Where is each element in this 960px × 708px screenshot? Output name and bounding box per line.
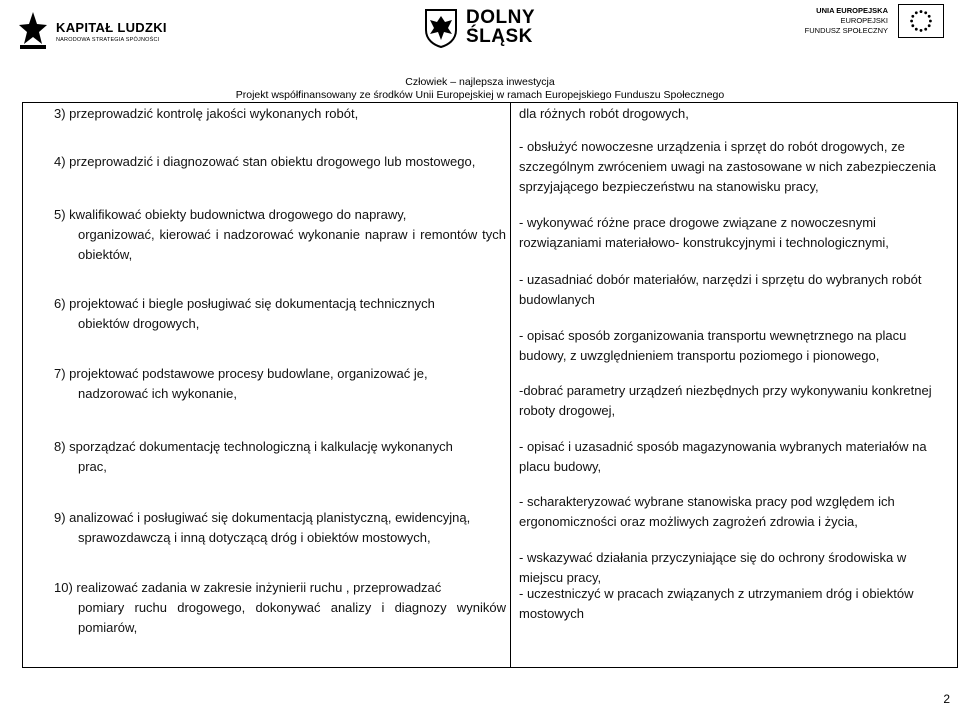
project-cofinancing-note: Projekt współfinansowany ze środków Unii Europejskiej w ramach Europejskiego Funduszu Społecznego [235, 89, 725, 101]
left-item-first-line: 7) projektować podstawowe procesy budowlane, organizować je, [54, 366, 428, 381]
dolny-slask-logo [424, 8, 544, 52]
table-column-divider [510, 102, 511, 668]
left-item-first-line: 5) kwalifikować obiekty budownictwa drogowego do naprawy, [54, 207, 407, 222]
left-list-item [54, 104, 506, 124]
left-item-first-line: 8) sporządzać dokumentację technologiczną i kalkulację wykonanych [54, 439, 453, 454]
left-item-continuation: prac, [78, 459, 107, 474]
eu-logo-text [805, 6, 888, 36]
eu-flag-icon [898, 4, 944, 38]
dolny-slask-line1: DOLNY [466, 7, 535, 28]
left-item-continuation: organizować, kierować i nadzorować wykonanie napraw i remontów tych obiektów, [78, 227, 506, 262]
left-item-continuation: pomiary ruchu drogowego, dokonywać analizy i diagnozy wyników pomiarów, [78, 600, 506, 635]
project-motto: Człowiek – najlepsza inwestycja [405, 76, 555, 88]
left-list-item [54, 364, 506, 404]
eu-logo-line3: FUNDUSZ SPOŁECZNY [804, 26, 888, 35]
left-item-first-line: 10) realizować zadania w zakresie inżynierii ruchu , przeprowadzać [54, 580, 442, 595]
eu-logo [782, 4, 944, 38]
left-list-item [54, 578, 506, 638]
eu-logo-line2: EUROPEJSKI [840, 16, 888, 25]
left-item-first-line: 4) przeprowadzić i diagnozować stan obiektu drogowego lub mostowego, [54, 154, 476, 169]
right-list-item: - uzasadniać dobór materiałów, narzędzi i sprzętu do wybranych robót budowlanych [519, 272, 922, 307]
right-list-item: - obsłużyć nowoczesne urządzenia i sprzęt do robót drogowych, ze szczególnym zwróceniem uwagi na zastosowane w nich zabezpieczenia sprzyjającego bezpieczeństwu na stanowisku pracy, [519, 139, 936, 194]
left-list-item [54, 437, 506, 477]
left-item-first-line: 3) przeprowadzić kontrolę jakości wykonanych robót, [54, 106, 359, 121]
left-list-item [54, 152, 506, 172]
left-item-continuation: obiektów drogowych, [78, 316, 200, 331]
kapital-ludzki-star-icon [18, 10, 48, 50]
right-list-item: -dobrać parametry urządzeń niezbędnych przy wykonywaniu konkretnej roboty drogowej, [519, 383, 932, 418]
left-item-continuation: nadzorować ich wykonanie, [78, 386, 237, 401]
left-list-item [54, 294, 506, 334]
left-item-first-line: 6) projektować i biegle posługiwać się dokumentacją technicznych [54, 296, 435, 311]
left-list-item [54, 205, 506, 265]
left-item-continuation: sprawozdawczą i inną dotyczącą dróg i obiektów mostowych, [78, 530, 431, 545]
page-number: 2 [943, 692, 950, 706]
left-list-item [54, 508, 506, 548]
dolny-slask-text [466, 8, 535, 46]
right-list-item: - scharakteryzować wybrane stanowiska pracy pod względem ich ergonomiczności oraz możliwych zagrożeń zdrowia i życia, [519, 494, 895, 529]
right-list-item: - wskazywać działania przyczyniające się do ochrony środowiska w miejscu pracy, [519, 550, 907, 585]
kapital-ludzki-title: KAPITAŁ LUDZKI [56, 20, 167, 35]
left-item-first-line: 9) analizować i posługiwać się dokumentacją planistyczną, ewidencyjną, [54, 510, 471, 525]
kapital-ludzki-subtitle: NARODOWA STRATEGIA SPÓJNOŚCI [56, 37, 160, 43]
right-list-item: - opisać i uzasadnić sposób magazynowania wybranych materiałów na placu budowy, [519, 439, 927, 474]
kapital-ludzki-logo [18, 10, 167, 54]
dolny-slask-line2: ŚLĄSK [466, 26, 533, 47]
right-list-item: - wykonywać różne prace drogowe związane z nowoczesnymi rozwiązaniami materiałowo- konstrukcyjnymi i technologicznymi, [519, 215, 889, 250]
eu-logo-line1: UNIA EUROPEJSKA [816, 6, 888, 15]
right-list-item: - opisać sposób zorganizowania transportu wewnętrznego na placu budowy, z uwzględnieniem transportu poziomego i pionowego, [519, 328, 907, 363]
eagle-crest-icon [424, 8, 458, 48]
right-list-item: dla różnych robót drogowych, [519, 106, 689, 121]
right-list-item: - uczestniczyć w pracach związanych z utrzymaniem dróg i obiektów mostowych [519, 586, 914, 621]
